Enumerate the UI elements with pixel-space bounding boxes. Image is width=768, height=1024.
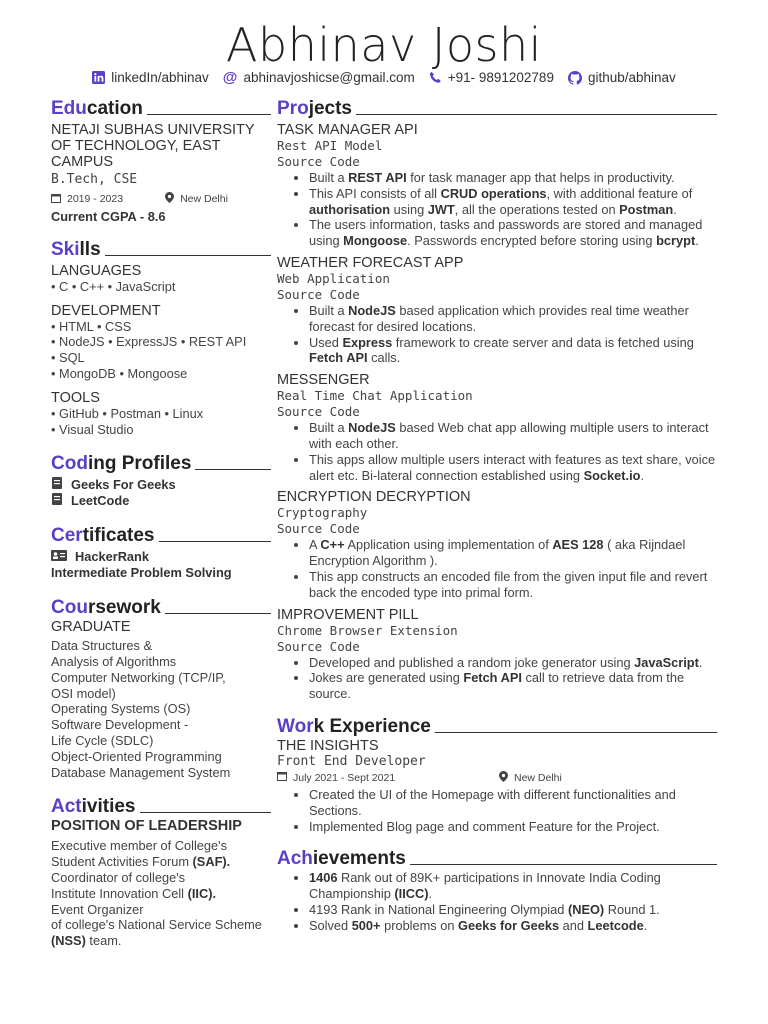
work-meta <box>277 771 717 785</box>
project-name: WEATHER FORECAST APP <box>277 254 464 271</box>
work-heading: Wor k Experience <box>277 716 717 738</box>
id-card-icon <box>51 549 67 565</box>
project-name: IMPROVEMENT PILL <box>277 606 419 623</box>
coursework-item: Software Development - <box>51 717 189 733</box>
project-messenger <box>277 372 717 483</box>
project-type: Real Time Chat Application <box>277 388 473 404</box>
skills-tools-title: TOOLS <box>51 389 100 406</box>
education-degree: B.Tech, CSE <box>51 172 138 187</box>
source-code-link[interactable]: Source Code <box>277 638 360 654</box>
skills-heading: Ski lls <box>51 239 271 261</box>
project-bullet: • Built a NodeJS based application which provides real time weather forecast for desired locations. <box>309 303 717 335</box>
resume-name: Abhinav Joshi <box>226 18 542 72</box>
coursework-item: OSI model) <box>51 685 116 701</box>
project-bullet: • This app constructs an encoded file from the given input file and revert back the encoded type into primal form. <box>309 569 717 601</box>
project-bullet: • A C++ Application using implementation of AES 128 ( aka Rijndael Encryption Algorithm ). <box>309 537 717 569</box>
certificate-org: HackerRank <box>51 549 271 565</box>
project-type: Cryptography <box>277 505 368 521</box>
work-role: Front End Developer <box>277 753 426 769</box>
activities-heading: Act ivities <box>51 796 271 818</box>
contact-email[interactable] <box>223 69 415 86</box>
coursework-item: Database Management System <box>51 764 231 780</box>
project-name: MESSENGER <box>277 372 370 389</box>
skills-languages-title: LANGUAGES <box>51 262 142 279</box>
code-icon <box>51 477 63 493</box>
calendar-icon <box>51 193 61 206</box>
project-bullet: • This apps allow multiple users interact with features as text share, voice alert etc. Bi-lateral connection established using Socket.io. <box>309 452 717 484</box>
coursework-level: GRADUATE <box>51 619 131 636</box>
project-type: Chrome Browser Extension <box>277 622 458 638</box>
project-bullet: • Used Express framework to create server and data is fetched using Fetch API calls. <box>309 335 717 367</box>
education-years: 2019 - 2023 <box>67 193 124 205</box>
skills-tools-line: • GitHub • Postman • Linux <box>51 405 204 421</box>
project-bullet: • Built a NodeJS based Web chat app allowing multiple users to interact with each other. <box>309 420 717 452</box>
phone-icon <box>429 71 442 84</box>
source-code-link[interactable]: Source Code <box>277 404 360 420</box>
at-icon: @ <box>222 69 238 86</box>
contact-github[interactable] <box>568 69 676 86</box>
education-meta <box>51 192 271 206</box>
achievement-bullet: • 4193 Rank in National Engineering Olympiad (NEO) Round 1. <box>309 902 717 918</box>
contact-bar <box>0 69 768 86</box>
source-code-link[interactable]: Source Code <box>277 521 360 537</box>
linkedin-icon <box>92 71 105 84</box>
achievements-heading: Ach ievements <box>277 848 717 870</box>
certificate-name: Intermediate Problem Solving <box>51 565 232 581</box>
skills-tools-line: • Visual Studio <box>51 421 134 437</box>
projects-heading: Pro jects <box>277 98 717 120</box>
project-type: Web Application <box>277 270 390 286</box>
project-bullet: • Built a REST API for task manager app that helps in productivity. <box>309 170 717 186</box>
project-bullet: • This API consists of all CRUD operations, with additional feature of authorisation using JWT, all the operations tested on Postman. <box>309 186 717 218</box>
coursework-item: Life Cycle (SDLC) <box>51 732 154 748</box>
source-code-link[interactable]: Source Code <box>277 154 360 169</box>
project-encryption <box>277 489 717 600</box>
location-pin-icon <box>499 771 508 785</box>
project-bullet: • The users information, tasks and passwords are stored and managed using Mongoose. Passwords encrypted before storing using bcrypt. <box>309 217 717 249</box>
education-school: NETAJI SUBHAS UNIVERSITY OF TECHNOLOGY, EAST CAMPUS <box>51 122 255 170</box>
activity-line: Event Organizer <box>51 901 144 917</box>
work-bullet: • Created the UI of the Homepage with different functionalities and Sections. <box>309 787 717 819</box>
email-text: abhinavjoshicse@gmail.com <box>243 70 415 85</box>
coding-heading: Cod ing Profiles <box>51 453 271 475</box>
coursework-item: Computer Networking (TCP/IP, <box>51 669 226 685</box>
skills-dev-line: • HTML • CSS <box>51 318 132 334</box>
activity-line: (NSS) team. <box>51 933 122 949</box>
activity-line: Institute Innovation Cell (IIC). <box>51 885 217 901</box>
coursework-item: Object-Oriented Programming <box>51 748 222 764</box>
coursework-item: Data Structures & <box>51 638 152 654</box>
contact-phone[interactable] <box>429 69 554 86</box>
activity-line: Executive member of College's <box>51 838 227 854</box>
project-name: ENCRYPTION DECRYPTION <box>277 489 471 506</box>
work-company: THE INSIGHTS <box>277 737 379 754</box>
coding-profile-item[interactable]: LeetCode <box>51 493 271 509</box>
project-improvement-pill <box>277 607 717 702</box>
coding-profile-item[interactable]: Geeks For Geeks <box>51 477 271 493</box>
skills-development-title: DEVELOPMENT <box>51 302 161 319</box>
work-bullet: • Implemented Blog page and comment Feature for the Project. <box>309 819 717 835</box>
education-cgpa: Current CGPA - 8.6 <box>51 209 166 224</box>
github-icon <box>568 71 582 85</box>
project-name: TASK MANAGER API <box>277 122 418 138</box>
project-weather <box>277 255 717 366</box>
certificates-heading: Cer tificates <box>51 525 271 547</box>
achievement-bullet: • Solved 500+ problems on Geeks for Geeks and Leetcode. <box>309 918 717 934</box>
skills-languages-line: • C • C++ • JavaScript <box>51 278 176 294</box>
achievement-bullet: • 1406 Rank out of 89K+ participations in Innovate India Coding Championship (IICC). <box>309 870 717 902</box>
contact-linkedin[interactable] <box>92 69 209 86</box>
location-pin-icon <box>165 192 174 206</box>
education-heading: Edu cation <box>51 98 271 120</box>
work-dates: July 2021 - Sept 2021 <box>293 771 396 784</box>
activity-line: of college's National Service Scheme <box>51 917 262 933</box>
activity-line: Student Activities Forum (SAF). <box>51 854 231 870</box>
left-column <box>51 98 271 949</box>
source-code-link[interactable]: Source Code <box>277 286 360 302</box>
coursework-item: Operating Systems (OS) <box>51 701 191 717</box>
skills-dev-line: • MongoDB • Mongoose <box>51 365 188 381</box>
coursework-item: Analysis of Algorithms <box>51 653 177 669</box>
calendar-icon <box>277 771 287 784</box>
project-type: Rest API Model <box>277 138 383 153</box>
coursework-heading: Cou rsework <box>51 597 271 619</box>
work-location: New Delhi <box>514 771 562 784</box>
project-task-manager <box>277 122 717 249</box>
skills-dev-line: • NodeJS • ExpressJS • REST API <box>51 334 247 350</box>
github-text: github/abhinav <box>587 70 676 85</box>
skills-dev-line: • SQL <box>51 350 85 366</box>
phone-text: +91- 9891202789 <box>447 70 554 85</box>
education-location: New Delhi <box>180 193 228 205</box>
right-column <box>277 98 717 934</box>
activity-line: Coordinator of college's <box>51 869 186 885</box>
project-bullet: • Jokes are generated using Fetch API call to retrieve data from the source. <box>309 670 717 702</box>
project-bullet: • Developed and published a random joke generator using JavaScript. <box>309 655 717 671</box>
code-icon <box>51 493 63 509</box>
activities-role: POSITION OF LEADERSHIP <box>51 818 242 835</box>
linkedin-text: linkedIn/abhinav <box>111 70 209 85</box>
